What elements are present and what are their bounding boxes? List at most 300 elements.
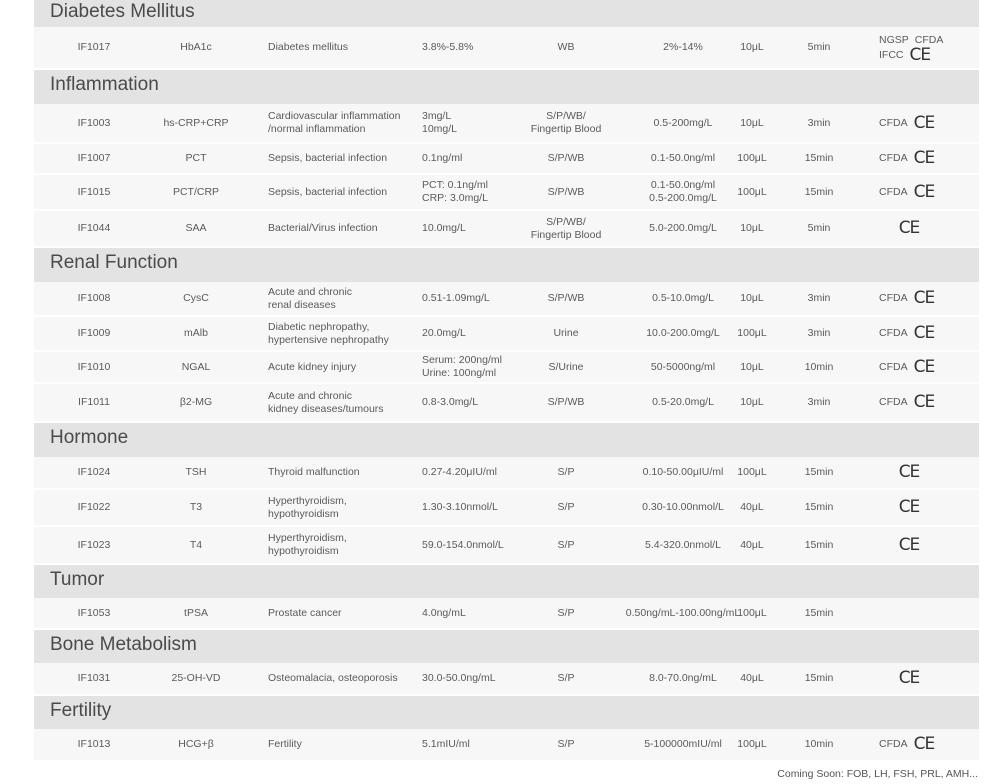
clinical-application [268, 282, 418, 315]
cut-off-value-lines [422, 738, 470, 751]
specimen-type-line: S/P [557, 466, 575, 478]
clinical-application [268, 211, 418, 246]
cut-off-value-lines [422, 327, 466, 340]
specimen-type-lines [548, 186, 585, 199]
cert-label: NGSP [879, 33, 909, 46]
clinical-application-line: Acute and chronic [268, 285, 353, 298]
cert-wrap [879, 734, 935, 754]
clinical-application-line: /normal inflammation [268, 123, 366, 135]
specimen-type-lines [558, 738, 575, 751]
table-row [34, 457, 979, 490]
table-row [34, 352, 979, 384]
specimen-type-line: S/Urine [548, 360, 584, 373]
cut-off-value [422, 144, 522, 173]
test-item: SAA [185, 222, 207, 234]
clinical-application-line: Fertility [268, 738, 302, 750]
section-header: Diabetes Mellitus [34, 0, 979, 27]
sample-volume: 10μL [740, 292, 764, 304]
certification [879, 211, 979, 246]
ce-mark-icon: CE [913, 356, 935, 377]
cut-off-value [422, 211, 522, 246]
certification [879, 317, 979, 350]
clinical-application-line: Sepsis, bacterial infection [268, 152, 388, 164]
reaction-time: 15min [804, 185, 834, 198]
specimen-type [516, 282, 616, 315]
cert-wrap [879, 323, 935, 343]
clinical-application-line: renal diseases [268, 298, 336, 311]
sample-volume: 10μL [740, 41, 764, 53]
product-code: IF1015 [77, 185, 111, 198]
specimen-type-lines [558, 607, 575, 620]
reaction-time: 3min [807, 396, 831, 408]
ce-mark-icon: CE [898, 218, 920, 238]
clinical-application-lines [268, 390, 384, 416]
specimen-type-line: S/P [557, 672, 575, 684]
cert-label: CFDA [879, 116, 908, 129]
reaction-time: 15min [804, 672, 834, 684]
cut-off-value-lines [422, 466, 497, 479]
cut-off-value-line: 3mg/L [422, 110, 452, 122]
specimen-type-line: S/P/WB/ [546, 110, 586, 122]
cut-off-value-line: 0.27-4.20μIU/ml [422, 466, 497, 478]
clinical-application-line: Bacterial/Virus infection [268, 222, 378, 234]
measuring-range-line: 0.1-50.0ng/ml [650, 152, 716, 164]
certification [879, 457, 979, 488]
measuring-range-line: 5.0-200.0mg/L [649, 222, 717, 234]
cert-wrap [879, 112, 935, 133]
certification [879, 144, 979, 173]
sample-volume: 100μL [737, 185, 767, 198]
table-row [34, 527, 979, 565]
ce-mark-icon: CE [909, 44, 931, 65]
cut-off-value [422, 317, 522, 350]
cut-off-value-line: PCT: 0.1ng/ml [422, 179, 488, 191]
certification [879, 384, 979, 421]
section-header: Bone Metabolism [34, 630, 979, 663]
coming-soon-note: Coming Soon: FOB, LH, FSH, PRL, AMH... [777, 768, 978, 780]
specimen-type-line: S/P [557, 606, 575, 619]
cut-off-value-lines [422, 222, 466, 235]
measuring-range-line: 0.5-10.0mg/L [652, 292, 714, 304]
clinical-application [268, 175, 418, 209]
specimen-type [516, 144, 616, 173]
product-code: IF1008 [77, 292, 111, 304]
cert-wrap [879, 288, 935, 308]
section-header: Hormone [34, 423, 979, 457]
cut-off-value-lines [422, 292, 490, 305]
cut-off-value-line: 30.0-50.0ng/mL [422, 672, 496, 684]
measuring-range-line: 10.0-200.0mg/L [646, 327, 720, 339]
cut-off-value [422, 352, 522, 382]
table-row [34, 282, 979, 317]
product-code: IF1023 [77, 538, 111, 551]
section-header: Fertility [34, 696, 979, 729]
product-code: IF1031 [77, 672, 111, 684]
cut-off-value-line: 0.51-1.09mg/L [422, 292, 490, 304]
cert-stack [879, 33, 944, 65]
measuring-range-lines [652, 396, 714, 409]
table-row [34, 104, 979, 144]
certification [879, 27, 979, 68]
measuring-range-lines [652, 292, 714, 305]
ce-mark-icon: CE [913, 181, 935, 202]
test-item: β2-MG [179, 396, 213, 408]
table-row [34, 211, 979, 248]
specimen-type-lines [548, 396, 585, 409]
ce-mark-icon: CE [898, 462, 920, 482]
clinical-application [268, 457, 418, 488]
cut-off-value-lines [422, 179, 488, 205]
measuring-range-lines [649, 672, 717, 685]
specimen-type-line: WB [557, 41, 575, 53]
specimen-type [516, 104, 616, 142]
cut-off-value-line: 10mg/L [422, 123, 458, 135]
ce-mark-icon: CE [913, 323, 935, 343]
clinical-application [268, 729, 418, 760]
measuring-range-line: 0.30-10.00nmol/L [642, 501, 724, 513]
cut-off-value [422, 457, 522, 488]
specimen-type-lines [558, 41, 575, 54]
sample-volume: 100μL [737, 738, 767, 750]
cert-wrap [879, 218, 939, 238]
cut-off-value-lines [422, 41, 473, 54]
test-item: T3 [189, 501, 203, 513]
specimen-type-lines [548, 292, 585, 305]
clinical-application-line: Prostate cancer [268, 606, 342, 619]
certification [879, 527, 979, 563]
reaction-time: 3min [807, 327, 831, 339]
measuring-range-line: 0.5-20.0mg/L [652, 396, 714, 408]
clinical-application-lines [268, 738, 302, 751]
measuring-range-line: 0.50ng/mL-100.00ng/mL [625, 606, 741, 619]
clinical-application-line: Acute and chronic [268, 389, 353, 402]
reaction-time: 15min [804, 538, 834, 551]
section-header: Tumor [34, 565, 979, 598]
product-code: IF1053 [77, 606, 111, 619]
cut-off-value [422, 490, 522, 525]
specimen-type [516, 352, 616, 382]
measuring-range-line: 0.10-50.00μIU/ml [642, 466, 724, 478]
cut-off-value-line: 0.8-3.0mg/L [422, 396, 479, 408]
clinical-application [268, 352, 418, 382]
certification [879, 352, 979, 382]
cert-label: CFDA [879, 292, 908, 304]
cut-off-value-line: 0.1ng/ml [422, 152, 463, 164]
clinical-application [268, 598, 418, 628]
cut-off-value [422, 175, 522, 209]
section-header: Renal Function [34, 248, 979, 282]
measuring-range-line: 5.4-320.0nmol/L [645, 538, 721, 551]
table-row [34, 598, 979, 630]
specimen-type-line: S/P/WB [547, 292, 585, 304]
cut-off-value-line: 5.1mIU/ml [422, 738, 470, 750]
reaction-time: 3min [807, 292, 831, 304]
cut-off-value [422, 527, 522, 563]
cut-off-value [422, 598, 522, 628]
specimen-type-line: S/P/WB/ [546, 215, 586, 228]
measuring-range-lines [651, 152, 715, 165]
cert-wrap [879, 181, 935, 202]
measuring-range-line: 5-100000mIU/ml [644, 738, 722, 750]
reaction-time: 15min [804, 606, 834, 619]
certification [879, 663, 979, 694]
sample-volume: 10μL [740, 396, 764, 408]
clinical-application-line: hypothyroidism [268, 545, 339, 557]
cert-label: CFDA [879, 738, 908, 750]
measuring-range-line: 2%-14% [663, 41, 703, 53]
table-row [34, 27, 979, 70]
clinical-application [268, 490, 418, 525]
ce-mark-icon: CE [913, 148, 935, 168]
cut-off-value [422, 663, 522, 694]
test-item: PCT/CRP [172, 185, 220, 198]
product-code: IF1044 [77, 222, 111, 234]
cut-off-value-lines [422, 110, 457, 136]
product-code: IF1011 [78, 396, 110, 408]
clinical-application-lines [268, 321, 389, 347]
clinical-application-line: Hyperthyroidism, [268, 532, 347, 544]
clinical-application [268, 144, 418, 173]
clinical-application-lines [268, 495, 347, 521]
product-code: IF1003 [77, 116, 111, 129]
specimen-type [516, 175, 616, 209]
test-item: T4 [189, 538, 203, 551]
cut-off-value-lines [422, 539, 504, 552]
product-code: IF1024 [77, 466, 111, 478]
measuring-range-lines [654, 117, 713, 130]
cut-off-value [422, 729, 522, 760]
cut-off-value-lines [422, 354, 502, 380]
sample-volume: 10μL [740, 116, 764, 129]
sample-volume: 100μL [737, 152, 767, 164]
clinical-application-line: Osteomalacia, osteoporosis [268, 672, 398, 684]
clinical-application-lines [268, 361, 356, 374]
ce-mark-icon: CE [913, 734, 935, 754]
cert-label: CFDA [879, 396, 908, 408]
ce-mark-icon: CE [913, 288, 935, 308]
sample-volume: 40μL [740, 501, 764, 513]
cert-wrap [879, 534, 939, 555]
specimen-type-lines [548, 361, 583, 374]
specimen-type-lines [558, 466, 575, 479]
cut-off-value-lines [422, 672, 496, 685]
specimen-type [516, 729, 616, 760]
ce-mark-icon: CE [913, 392, 935, 412]
clinical-application-lines [268, 41, 348, 54]
sample-volume: 100μL [737, 466, 767, 478]
specimen-type [516, 598, 616, 628]
test-item: CysC [183, 292, 209, 304]
measuring-range-line: 8.0-70.0ng/mL [649, 672, 717, 684]
specimen-type-lines [558, 501, 575, 514]
cut-off-value-line: 59.0-154.0nmol/L [422, 538, 504, 551]
specimen-type-line: S/P/WB [547, 185, 585, 198]
table-row [34, 490, 979, 527]
ce-mark-icon: CE [913, 112, 935, 133]
measuring-range-line: 0.1-50.0ng/ml [650, 179, 716, 191]
product-code: IF1022 [77, 501, 111, 513]
ce-mark-icon: CE [898, 668, 920, 688]
measuring-range-lines [651, 361, 715, 374]
clinical-application [268, 317, 418, 350]
specimen-type-lines [531, 110, 602, 136]
specimen-type-line: Fingertip Blood [530, 228, 602, 241]
test-item: 25-OH-VD [171, 672, 221, 684]
test-item: tPSA [184, 606, 208, 619]
clinical-application-lines [268, 607, 342, 620]
cert-label: IFCC [879, 48, 904, 61]
reaction-time: 10min [804, 360, 834, 373]
measuring-range-lines [645, 539, 721, 552]
specimen-type-line: S/P [557, 538, 575, 551]
measuring-range-lines [646, 327, 720, 340]
specimen-type-line: S/P/WB [547, 152, 585, 164]
clinical-application-line: Thyroid malfunction [268, 466, 360, 478]
measuring-range-lines [644, 738, 722, 751]
certification [879, 598, 979, 628]
product-table [34, 0, 979, 762]
cut-off-value-line: 10.0mg/L [422, 222, 466, 234]
specimen-type [516, 490, 616, 525]
specimen-type [516, 211, 616, 246]
test-item: mAlb [184, 327, 208, 339]
clinical-application [268, 104, 418, 142]
cut-off-value [422, 384, 522, 421]
section-header: Inflammation [34, 70, 979, 104]
cut-off-value [422, 27, 522, 68]
certification [879, 175, 979, 209]
clinical-application-line: Sepsis, bacterial infection [268, 185, 388, 198]
certification [879, 104, 979, 142]
sample-volume: 100μL [737, 606, 767, 619]
clinical-application-lines [268, 672, 398, 685]
certification [879, 490, 979, 525]
cut-off-value [422, 282, 522, 315]
measuring-range-line: 50-5000ng/ml [650, 360, 716, 373]
reaction-time: 5min [807, 222, 831, 234]
clinical-application-line: Hyperthyroidism, [268, 494, 347, 507]
specimen-type-line: S/P [557, 501, 575, 513]
certification [879, 729, 979, 760]
ce-mark-icon: CE [898, 497, 920, 517]
specimen-type [516, 317, 616, 350]
product-code: IF1010 [77, 360, 111, 373]
sample-volume: 100μL [737, 327, 767, 339]
test-item: HCG+β [178, 738, 214, 750]
reaction-time: 15min [804, 152, 834, 164]
cert-wrap [879, 148, 935, 168]
clinical-application-line: Cardiovascular inflammation [268, 110, 401, 122]
clinical-application-lines [268, 286, 352, 312]
cert-wrap [879, 462, 939, 482]
cut-off-value-line: CRP: 3.0mg/L [422, 192, 488, 204]
cert-wrap [879, 392, 935, 412]
cert-label: CFDA [879, 185, 908, 198]
table-row [34, 317, 979, 352]
product-code: IF1013 [77, 738, 111, 750]
specimen-type [516, 384, 616, 421]
reaction-time: 3min [807, 116, 831, 129]
specimen-type-line: Fingertip Blood [530, 123, 602, 135]
clinical-application [268, 527, 418, 563]
test-item: hs-CRP+CRP [163, 116, 229, 129]
table-row [34, 144, 979, 175]
cut-off-value [422, 104, 522, 142]
cut-off-value-lines [422, 396, 478, 409]
cut-off-value-line: Urine: 100ng/ml [422, 367, 497, 379]
measuring-range-lines [649, 222, 717, 235]
specimen-type [516, 527, 616, 563]
sample-volume: 40μL [740, 672, 764, 684]
specimen-type-line: Urine [553, 327, 579, 339]
clinical-application-lines [268, 186, 387, 199]
product-code: IF1009 [77, 327, 111, 339]
clinical-application-lines [268, 222, 378, 235]
test-item: NGAL [181, 360, 211, 373]
reaction-time: 15min [804, 501, 834, 513]
cert-label: CFDA [879, 360, 908, 373]
measuring-range-lines [649, 179, 717, 205]
cert-label: CFDA [914, 33, 944, 46]
clinical-application-lines [268, 466, 360, 479]
cert-line [879, 44, 943, 65]
specimen-type-lines [531, 216, 602, 242]
test-item: HbA1c [180, 41, 212, 53]
test-item: TSH [185, 466, 207, 478]
table-row [34, 663, 979, 696]
specimen-type-line: S/P/WB [547, 396, 585, 408]
clinical-application-lines [268, 532, 347, 558]
product-code: IF1007 [77, 152, 111, 164]
reaction-time: 5min [807, 41, 831, 53]
clinical-application-line: kidney diseases/tumours [268, 402, 384, 415]
table-row [34, 729, 979, 762]
cert-wrap [879, 497, 939, 517]
specimen-type-lines [548, 152, 585, 165]
measuring-range-lines [642, 501, 724, 514]
ce-mark-icon: CE [898, 534, 920, 555]
specimen-type-lines [558, 672, 575, 685]
table-row [34, 175, 979, 211]
clinical-application-line: hypertensive nephropathy [268, 333, 389, 346]
sample-volume: 10μL [740, 360, 764, 373]
clinical-application-line: hypothyroidism [268, 507, 339, 520]
measuring-range-lines [663, 41, 703, 54]
cut-off-value-line: 4.0ng/mL [422, 606, 466, 619]
specimen-type-lines [558, 539, 575, 552]
clinical-application-line: Acute kidney injury [268, 360, 357, 373]
cut-off-value-lines [422, 501, 498, 514]
reaction-time: 10min [804, 738, 834, 750]
clinical-application-line: Diabetic nephropathy, [268, 320, 370, 333]
clinical-application [268, 384, 418, 421]
specimen-type-line: S/P [557, 738, 575, 750]
clinical-application [268, 663, 418, 694]
specimen-type [516, 663, 616, 694]
specimen-type-lines [553, 327, 578, 340]
cut-off-value-lines [422, 152, 462, 165]
cut-off-value-lines [422, 607, 466, 620]
specimen-type [516, 27, 616, 68]
cut-off-value-line: 3.8%-5.8% [422, 41, 474, 53]
cert-wrap [879, 668, 939, 688]
specimen-type [516, 457, 616, 488]
measuring-range-lines [643, 466, 724, 479]
cut-off-value-line: 1.30-3.10nmol/L [422, 501, 498, 513]
test-item: PCT [185, 152, 207, 164]
cert-label: CFDA [879, 327, 908, 339]
clinical-application-lines [268, 110, 400, 136]
